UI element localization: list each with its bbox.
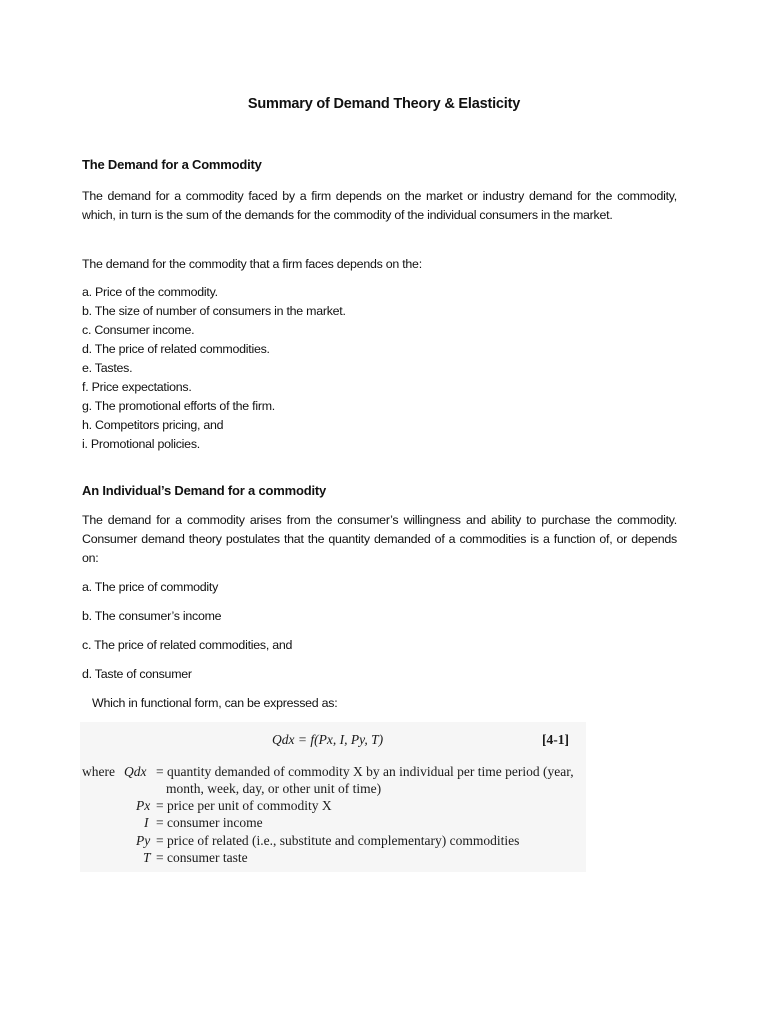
list-item: a. The price of commodity	[82, 580, 219, 594]
definition: = consumer taste	[156, 850, 248, 865]
equation-number: [4-1]	[542, 732, 569, 747]
symbol: Py	[136, 833, 151, 848]
definition: = consumer income	[156, 815, 263, 830]
list-item: a. Price of the commodity.	[82, 285, 218, 299]
symbol: T	[143, 850, 151, 865]
section-heading-demand-commodity: The Demand for a Commodity	[82, 157, 262, 172]
definition: month, week, day, or other unit of time)	[166, 781, 382, 796]
list-item: b. The consumer’s income	[82, 609, 222, 623]
list-item: d. The price of related commodities.	[82, 342, 270, 356]
definition: = quantity demanded of commodity X by an individual per time period (year,	[156, 764, 574, 779]
equation-image	[80, 722, 586, 872]
list-item: g. The promotional efforts of the firm.	[82, 399, 275, 413]
list-item: e. Tastes.	[82, 361, 133, 375]
list-item: c. Consumer income.	[82, 323, 195, 337]
where-label: where	[82, 764, 115, 779]
list-item: i. Promotional policies.	[82, 437, 200, 451]
document-title: Summary of Demand Theory & Elasticity	[247, 96, 521, 112]
paragraph: The demand for a commodity faced by a firm depends on the market or industry demand for the commodity, which, in turn is the sum of the demands for the commodity of the individual consumers in the market.	[82, 189, 677, 222]
definition: = price of related (i.e., substitute and complementary) commodities	[156, 833, 520, 848]
symbol: Px	[136, 798, 151, 813]
section-heading-individual-demand: An Individual’s Demand for a commodity	[82, 483, 327, 498]
list-item: f. Price expectations.	[82, 380, 192, 394]
symbol: Qdx	[124, 764, 147, 779]
paragraph: The demand for the commodity that a firm faces depends on the:	[82, 257, 422, 271]
equation-formula: Qdx = f(Px, I, Py, T)	[272, 732, 384, 747]
paragraph: The demand for a commodity arises from the consumer’s willingness and ability to purchase the commodity. Consumer demand theory postulates that the quantity demanded of a commodities is a function of, or depends on:	[82, 513, 677, 565]
definition: = price per unit of commodity X	[156, 798, 332, 813]
list-item: b. The size of number of consumers in the market.	[82, 304, 346, 318]
list-item: c. The price of related commodities, and	[82, 638, 293, 652]
list-item: h. Competitors pricing, and	[82, 418, 224, 432]
symbol: I	[144, 815, 149, 830]
list-item: d. Taste of consumer	[82, 667, 192, 681]
functional-intro: Which in functional form, can be expressed as:	[92, 696, 338, 710]
